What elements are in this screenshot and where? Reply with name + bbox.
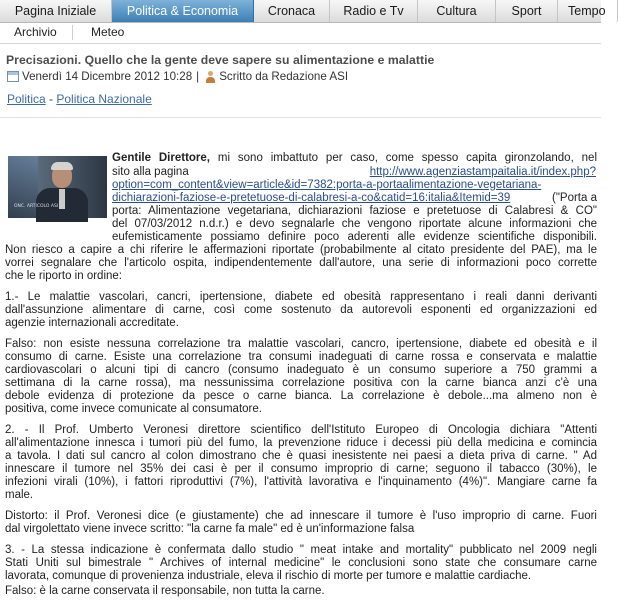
body-line-10: che le riporto in ordine: xyxy=(5,270,122,282)
body-line-5: porta: Alimentazione vegetariana, dichiarazioni faziose e pretetuose di Calabresi & CO" xyxy=(112,205,597,217)
distorted-line-2: dal virgolettato viene invece scritto: "la carne fa male" ed è un'informazione falsa xyxy=(5,523,415,535)
source-url-part1[interactable]: http://www.agenziastampaitalia.it/index.php? xyxy=(369,166,596,178)
article-author: Scritto da Redazione ASI xyxy=(219,70,349,83)
point3-line-2: Stati Uniti sul bimestrale " Archives of internal medicine" le conclusioni sono state che consumare carne xyxy=(5,557,597,569)
article-meta xyxy=(7,70,348,83)
photo-caption: ONC. ARTICOLO ASI xyxy=(14,204,59,209)
body-line-8: Non riesco a capire a chi riferire le affermazioni riportate (probabilmente al citato presidente del PAE), ma le xyxy=(5,244,597,256)
author-icon xyxy=(205,71,216,83)
category-link-politica[interactable]: Politica xyxy=(7,92,46,106)
article-photo xyxy=(8,156,107,218)
false1-line-2: consumo di carne. Esiste una correlazione tra consumi inadeguati di carne rossa e conservata e malattie xyxy=(5,351,597,363)
tab-politica-economia[interactable]: Politica & Economia xyxy=(112,0,254,22)
archive-link[interactable]: Archivio xyxy=(14,25,57,39)
tab-cronaca[interactable]: Cronaca xyxy=(254,0,330,22)
subnav-divider xyxy=(72,25,73,40)
point2-line-3: a tavola. I dati sul cancro al colon dimostrano che è quasi inesistente nei paesi a dieta priva di carne. " Ad xyxy=(5,450,597,462)
point1-line-1: 1.- Le malattie vascolari, cancri, ipertensione, diabete ed obesità rappresentano i reali danni derivanti xyxy=(5,291,597,303)
point2-line-1: 2. - Il Prof. Umberto Veronesi direttore scientifico dell'Istituto Europeo di Oncologia dichiara "Attenti xyxy=(5,424,597,436)
source-url-part3[interactable]: dichiarazioni-faziose-e-pretetuose-di-calabresi-a-co&catid=16:italia&Itemid=39 xyxy=(112,192,511,204)
body-line-1 xyxy=(112,151,597,165)
source-url-part2[interactable]: option=com_content&view=article&id=7382:porta-a-portaalimentazione-vegetariana- xyxy=(112,179,542,191)
sub-navigation-bar xyxy=(0,23,601,44)
photo-figure-hair xyxy=(51,162,73,170)
porta-quote-open: ("Porta a xyxy=(552,192,597,204)
tab-pagina-iniziale[interactable]: Pagina Iniziale xyxy=(0,0,112,22)
tab-cultura[interactable]: Cultura xyxy=(418,0,496,22)
false1-line-4: settimana di la carne rossa), ma nessunissima correlazione positiva con la carne bianca anzi c'è una xyxy=(5,377,597,389)
body-line-3 xyxy=(112,178,597,192)
false1-line-5: debole evidenza di protezione da pesce o carne bianca. La correlazione è debole...ma almeno non è xyxy=(5,390,597,402)
body-line-6: del 07/03/2012 n.d.r.) e devo segnalarle che vengono riportate alcune informazioni che xyxy=(112,218,597,230)
intro-sito: sito alla pagina xyxy=(112,166,189,178)
body-line-2 xyxy=(112,165,597,179)
breadcrumb xyxy=(7,92,152,106)
point1-line-3: agenzie internazionali accreditate. xyxy=(5,317,179,329)
point2-line-5: infezioni virali (10%), i fattori riproduttivi (7%), l'attività lavorativa e l'inquinamento (4%)". Mangiare carne fa xyxy=(5,476,597,488)
intro-text: mi sono imbattuto per caso, come spesso capita gironzolando, nel xyxy=(210,152,597,164)
meta-separator: | xyxy=(196,70,200,83)
point2-line-2: all'alimentazione innesca i tumori più del fumo, la prevenzione riduce i decessi più della medicina e comincia xyxy=(5,437,597,449)
point1-line-2: dall'assunzione alimentare di carne, così come sostenuto da autorevoli esponenti ed organizzazioni ed xyxy=(5,304,597,316)
divider xyxy=(0,117,601,118)
breadcrumb-separator: - xyxy=(45,92,57,106)
point3-line-3: lavorata, comunque di provenienza industriale, eleva il rischio di morte per tumore e malattie cardiache. xyxy=(5,570,532,582)
tab-tempo[interactable]: Tempo xyxy=(558,0,618,22)
tab-sport[interactable]: Sport xyxy=(496,0,558,22)
distorted-line-1: Distorto: il Prof. Veronesi dice (e giustamente) che ad innescare il tumore è l'uso improprio di carne. Fuori xyxy=(5,510,597,522)
article-date: Venerdì 14 Dicembre 2012 10:28 xyxy=(22,70,193,83)
point2-line-4: innescare il tumore nel 35% dei casi è per il consumo improprio di carne; seguono il tabacco (30%), le xyxy=(5,463,597,475)
weather-link[interactable]: Meteo xyxy=(91,25,125,39)
body-line-9: vorrei segnalare che l'articolo ospita, indipendentemente dall'autore, una serie di informazioni poco corrette xyxy=(5,257,597,269)
photo-figure-tie xyxy=(59,189,65,209)
false1-line-3: cardiovascolari o alcuni tipi di cancro (consumo inadeguato è un consumo superiore a 750 grammi a xyxy=(5,364,597,376)
main-navigation-bar xyxy=(0,0,606,23)
category-link-politica-nazionale[interactable]: Politica Nazionale xyxy=(56,92,152,106)
article-title[interactable]: Precisazioni. Quello che la gente deve sapere su alimentazione e malattie xyxy=(6,53,435,67)
false1-line-6: positiva, come invece comunicate al consumatore. xyxy=(5,403,262,415)
point3-line-1: 3. - La stessa indicazione è confermata dallo studio " meat intake and mortality" pubblicato nel 2009 negli xyxy=(5,544,597,556)
greeting: Gentile Direttore, xyxy=(112,152,210,164)
tab-radio-tv[interactable]: Radio e Tv xyxy=(330,0,418,22)
body-line-4 xyxy=(112,191,597,205)
calendar-icon xyxy=(7,71,19,82)
false1-line-1: Falso: non esiste nessuna correlazione tra malattie vascolari, cancro, ipertensione, diabete ed obesità e il xyxy=(5,338,597,350)
false3-line-1: Falso: è la carne conservata il responsabile, non tutta la carne. xyxy=(5,585,325,597)
body-line-7: eufemisticamente possiamo definire poco aderenti alle evidenze scientifiche disponibili. xyxy=(112,231,597,243)
point2-line-6: male. xyxy=(5,489,34,501)
